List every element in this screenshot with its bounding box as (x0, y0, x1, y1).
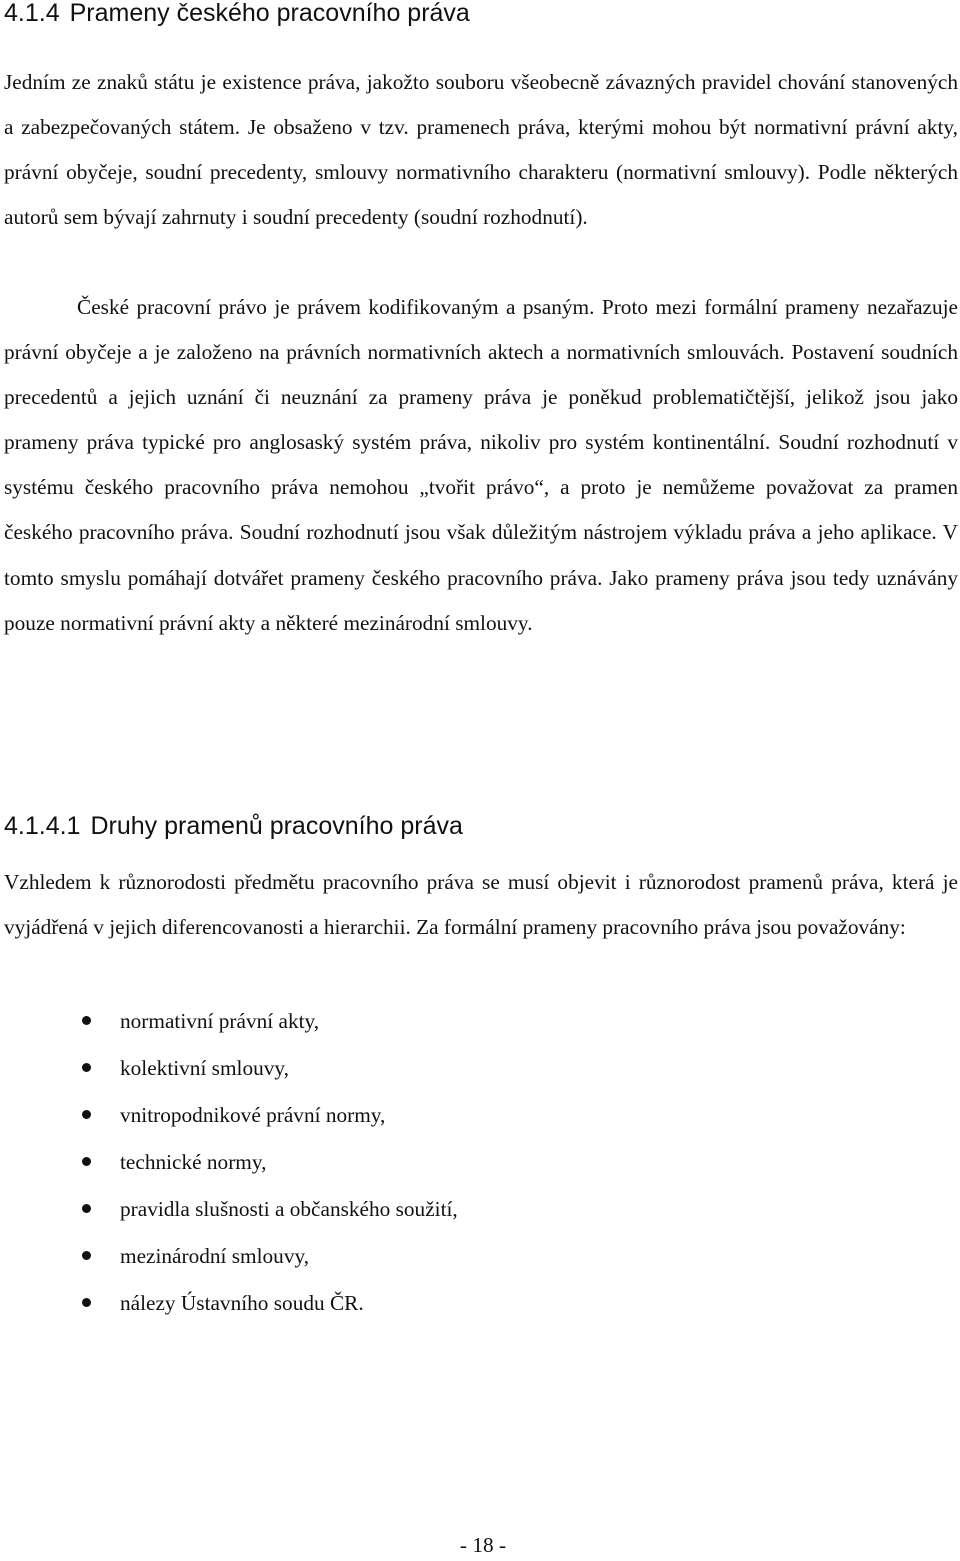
list-item (4, 1233, 904, 1280)
page-number: - 18 - (459, 1533, 507, 1557)
bullet-icon (82, 1063, 91, 1072)
bullet-icon (82, 1204, 91, 1213)
list-item-text: technické normy, (120, 1150, 267, 1174)
list-item (4, 1092, 904, 1139)
list-item (4, 998, 904, 1045)
bullet-icon (82, 1298, 91, 1307)
section-title: Prameny českého pracovního práva (69, 0, 470, 27)
sources-list (4, 998, 904, 1327)
list-item (4, 1186, 904, 1233)
subsection-title: Druhy pramenů pracovního práva (90, 812, 463, 840)
list-item-text: vnitropodnikové právní normy, (120, 1103, 386, 1127)
section-heading (4, 0, 470, 28)
subsection-number: 4.1.4.1 (4, 812, 81, 840)
list-item (4, 1139, 904, 1186)
list-item-text: normativní právní akty, (120, 1009, 320, 1033)
bullet-icon (82, 1251, 91, 1260)
paragraph-types-intro: Vzhledem k různorodosti předmětu pracovního práva se musí objevit i různorodost pramenů práva, která je vyjádřená v jejich diferencovanosti a hierarchii. Za formální prameny pracovního práva jsou považovány: (4, 870, 958, 940)
list-item (4, 1280, 904, 1327)
bullet-icon (82, 1157, 91, 1166)
section-number: 4.1.4 (4, 0, 60, 27)
subsection-heading (4, 812, 463, 841)
bullet-icon (82, 1016, 91, 1025)
list-item-text: mezinárodní smlouvy, (120, 1244, 310, 1268)
list-item-text: pravidla slušnosti a občanského soužití, (120, 1197, 458, 1221)
paragraph-czech-labour-law: České pracovní právo je právem kodifikovaným a psaným. Proto mezi formální prameny nezařazuje právní obyčeje a je založeno na právních normativních aktech a normativních smlouvách. Postavení soudních precedentů a jejich uznání či neuznání za prameny práva je poněkud problematičtější, jelikož jsou jako prameny práva typické pro anglosaský systém práva, nikoliv pro systém kontinentální. Soudní rozhodnutí v systému českého pracovního práva nemohou „tvořit právo“, a proto je nemůžeme považovat za pramen českého pracovního práva. Soudní rozhodnutí jsou však důležitým nástrojem výkladu práva a jeho aplikace. V tomto smyslu pomáhají dotvářet prameny českého pracovního práva. Jako prameny práva jsou tedy uznávány pouze normativní právní akty a některé mezinárodní smlouvy. (4, 295, 958, 635)
paragraph-sources-definition: Jedním ze znaků státu je existence práva, jakožto souboru všeobecně závazných pravidel chování stanovených a zabezpečovaných státem. Je obsaženo v tzv. pramenech práva, kterými mohou být normativní právní akty, právní obyčeje, soudní precedenty, smlouvy normativního charakteru (normativní smlouvy). Podle některých autorů sem bývají zahrnuty i soudní precedenty (soudní rozhodnutí). (4, 70, 958, 230)
bullet-icon (82, 1110, 91, 1119)
list-item (4, 1045, 904, 1092)
list-item-text: nálezy Ústavního soudu ČR. (120, 1291, 364, 1315)
list-item-text: kolektivní smlouvy, (120, 1056, 289, 1080)
